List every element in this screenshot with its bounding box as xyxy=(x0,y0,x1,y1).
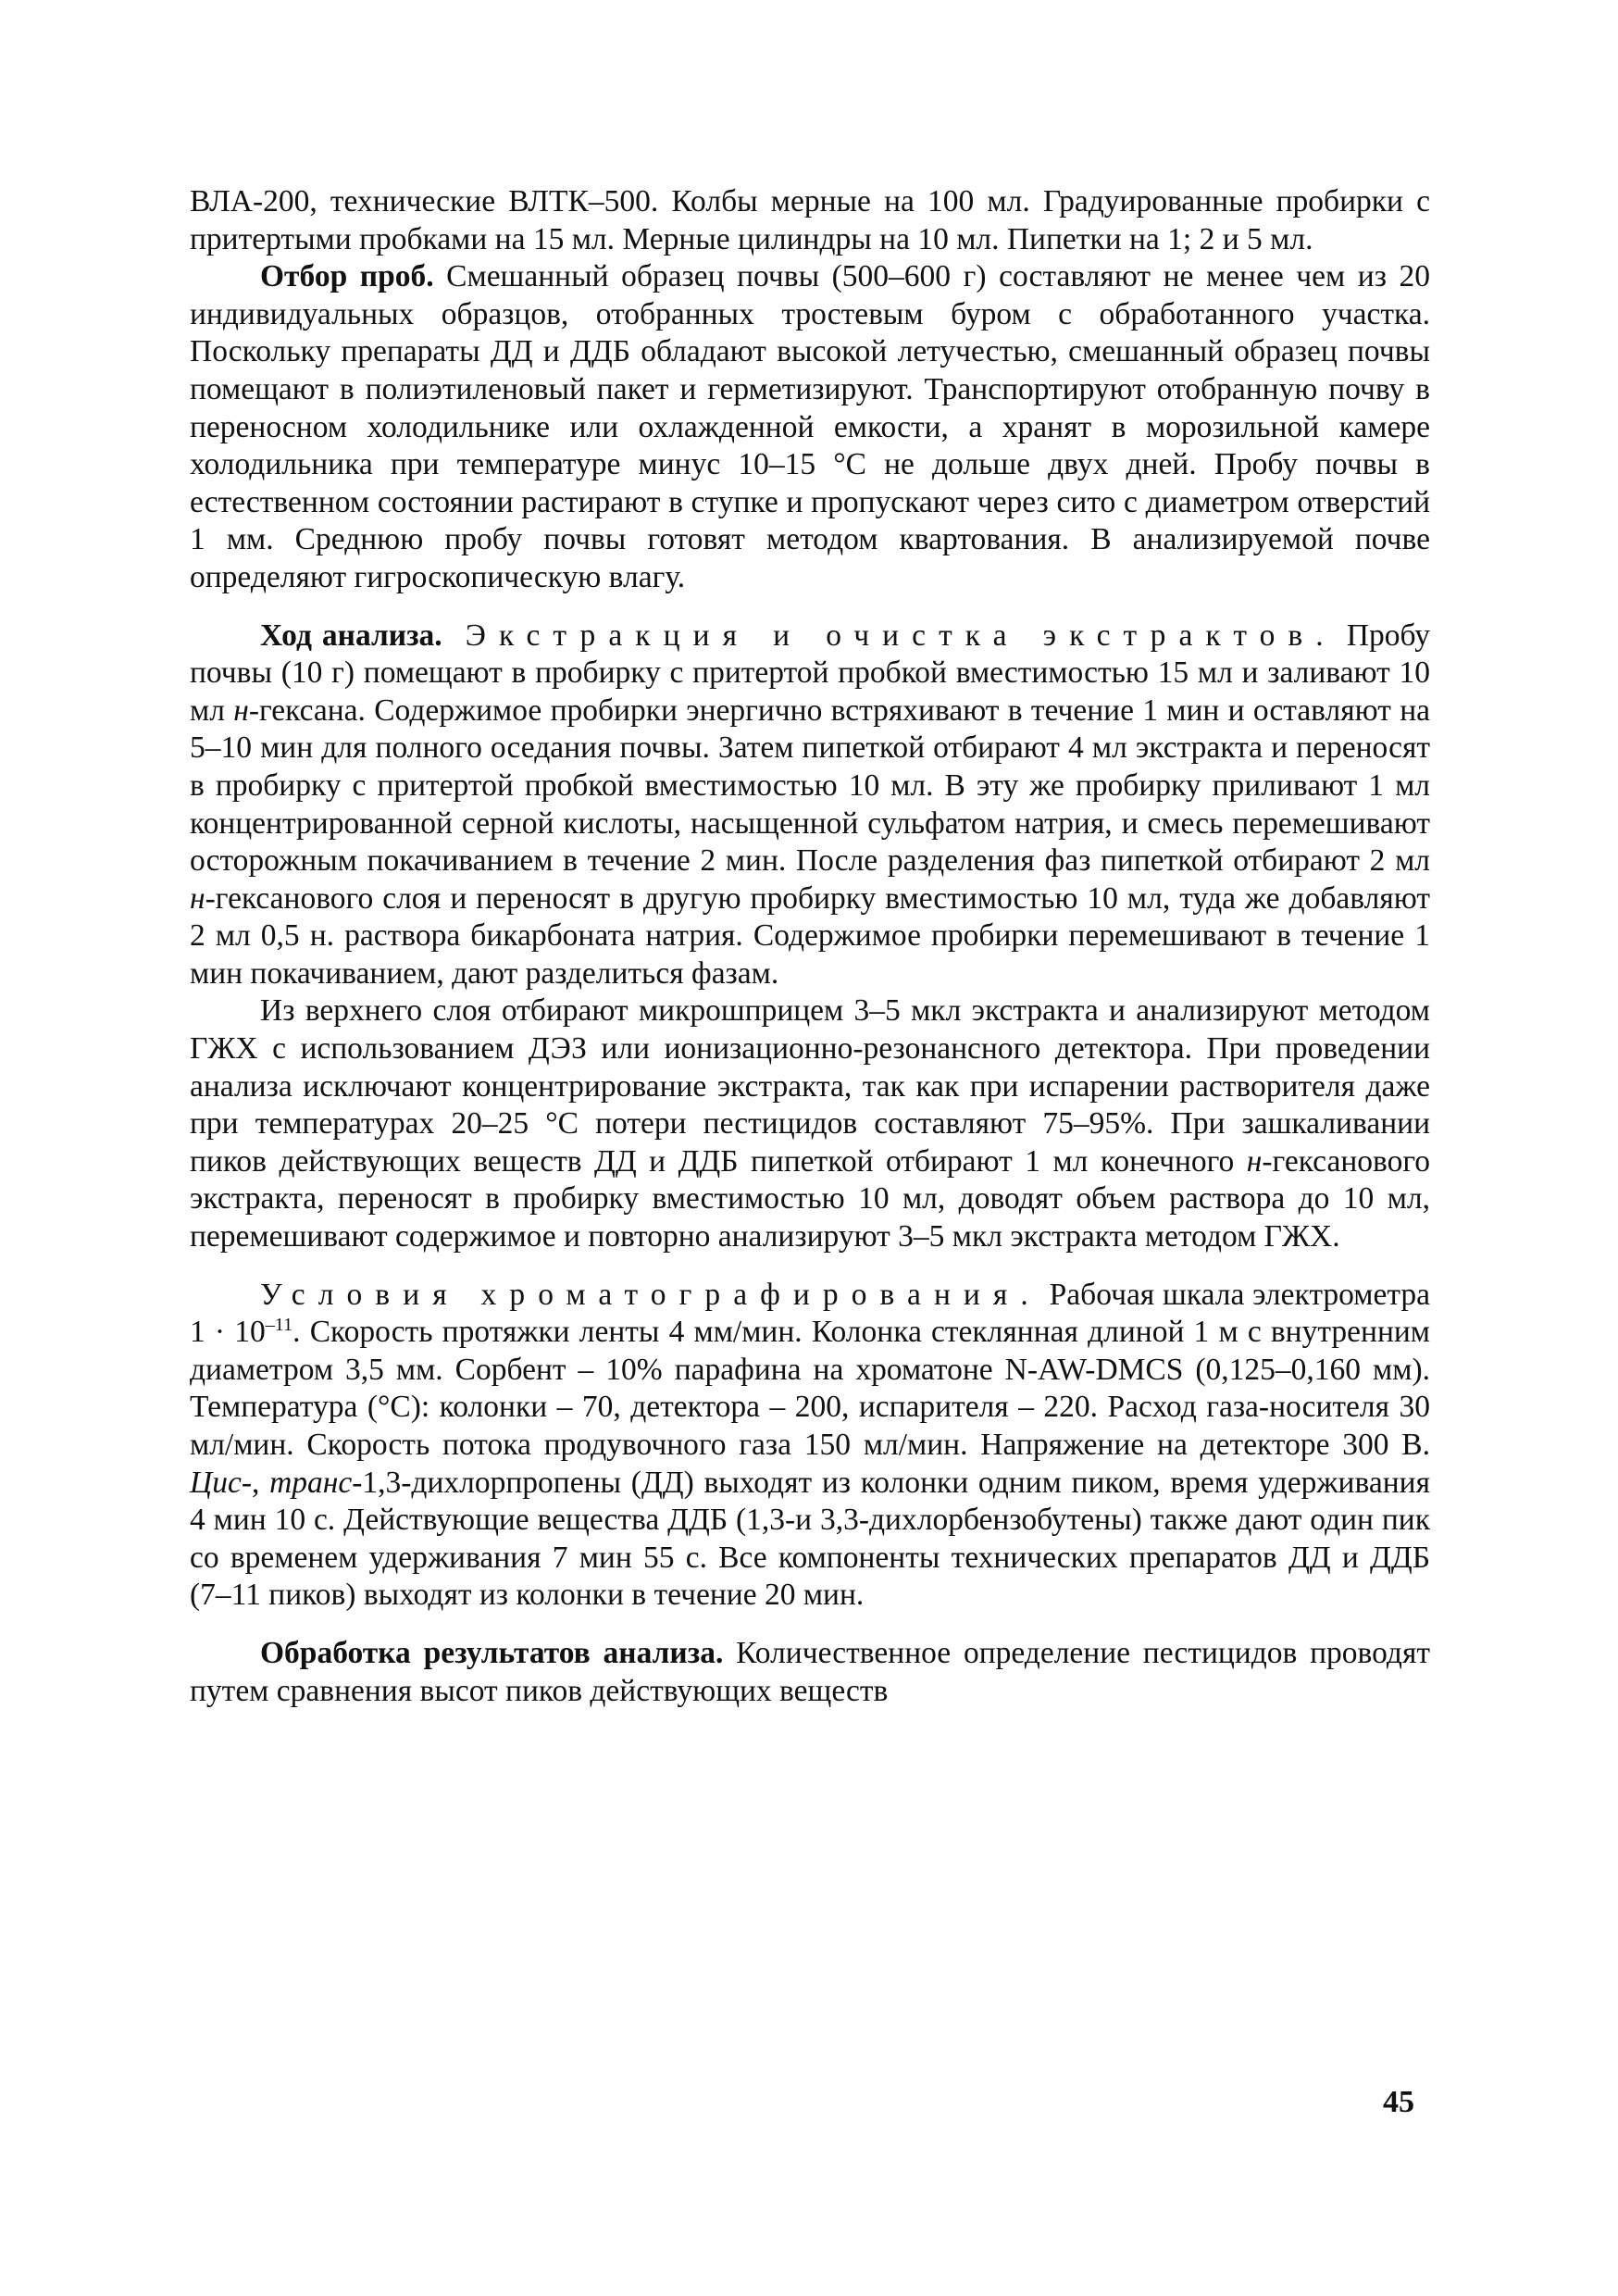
paragraph-sampling xyxy=(190,258,1430,596)
paragraph-text: Пробу почвы (10 г) помещают в пробирку с притертой пробкой вместимостью 15 мл и заливают 10 мл xyxy=(190,618,1430,728)
page-number: 45 xyxy=(1383,2085,1414,2119)
paragraph-text: -гексанового слоя и переносят в другую пробирку вместимостью 10 мл, туда же добавляют 2 мл 0,5 н. раствора бикарбоната натрия. Содержимое пробирки перемешивают в течение 1 мин покачиванием, дают разделиться фазам. xyxy=(190,880,1430,991)
italic-cis: Цис xyxy=(190,1465,242,1500)
paragraph-upper-layer xyxy=(190,992,1430,1255)
paragraph-text: -гексанового экстракта, переносят в пробирку вместимостью 10 мл, доводят объем раствора до 10 мл, перемешивают содержимое и повторно анализируют 3–5 мкл экстракта методом ГЖХ. xyxy=(190,1143,1430,1254)
italic-trans: транс xyxy=(269,1465,353,1500)
paragraph-text: Рабочая шкала электрометра 1 · 10 xyxy=(190,1277,1430,1350)
paragraph-text: -, xyxy=(241,1465,270,1500)
document-page xyxy=(190,183,1430,1710)
paragraph-text: Из верхнего слоя отбирают микрошприцем 3–5 мкл экстракта и анализируют методом ГЖХ с использованием ДЭЗ или ионизационно-резонансного детектора. При проведении анализа исключают концентрирование экстракта, так как при испарении растворителя даже при температурах 20–25 °С потери пестицидов составляют 75–95%. При зашкаливании пиков действующих веществ ДД и ДДБ пипеткой отбирают 1 мл конечного xyxy=(190,993,1430,1179)
section-heading-sampling: Отбор проб. xyxy=(260,259,434,294)
paragraph-text: Смешанный образец почвы (500–600 г) составляют не менее чем из 20 индивидуальных образцов, отобранных тростевым буром с обработанного участка. Поскольку препараты ДД и ДДБ обладают высокой летучестью, смешанный образец почвы помещают в полиэтиленовый пакет и герметизируют. Транспортируют отобранную почву в переносном холодильнике или охлажденной емкости, а хранят в морозильной камере холодильника при температуре минус 10–15 °С не дольше двух дней. Пробу почвы в естественном состоянии растирают в ступке и пропускают через сито с диаметром отверстий 1 мм. Среднюю пробу почвы готовят методом квартования. В анализируемой почве определяют гигроскопическую влагу. xyxy=(190,259,1430,594)
paragraph-chromatography xyxy=(190,1277,1430,1615)
section-heading-results: Обработка результатов анализа. xyxy=(260,1635,724,1670)
italic-n: н xyxy=(1246,1143,1263,1179)
subsection-heading-extraction: Экстракция и очистка экстрактов. xyxy=(442,618,1337,653)
paragraph-text: -гексана. Содержимое пробирки энергично встряхивают в течение 1 мин и оставляют на 5–10 мин для полного оседания почвы. Затем пипеткой отбирают 4 мл экстракта и переносят в пробирку с притертой пробкой вместимостью 10 мл. В эту же пробирку приливают 1 мл концентрированной серной кислоты, насыщенной сульфатом натрия, и смесь перемешивают осторожным покачиванием в течение 2 мин. После разделения фаз пипеткой отбирают 2 мл xyxy=(190,693,1430,879)
subsection-heading-chromatography: Условия хроматографирования. xyxy=(260,1277,1041,1312)
section-heading-analysis: Ход анализа. xyxy=(260,618,442,653)
paragraph-text: -1,3-дихлорпропены (ДД) выходят из колонки одним пиком, время удерживания 4 мин 10 с. Действующие вещества ДДБ (1,3-и 3,3-дихлорбензобутены) также дают один пик со временем удерживания 7 мин 55 с. Все компоненты технических препаратов ДД и ДДБ (7–11 пиков) выходят из колонки в течение 20 мин. xyxy=(190,1465,1430,1613)
paragraph-analysis xyxy=(190,618,1430,993)
paragraph-text: ВЛА-200, технические ВЛТК–500. Колбы мерные на 100 мл. Градуированные пробирки с притертыми пробками на 15 мл. Мерные цилиндры на 10 мл. Пипетки на 1; 2 и 5 мл. xyxy=(190,184,1430,256)
paragraph-text: Количественное определение пестицидов проводят путем сравнения высот пиков действующих веществ xyxy=(190,1635,1431,1708)
italic-n: н xyxy=(233,693,249,728)
paragraph-equipment xyxy=(190,183,1430,258)
paragraph-text: . Скорость протяжки ленты 4 мм/мин. Колонка стеклянная длиной 1 м с внутренним диаметром 3,5 мм. Сорбент – 10% парафина на хроматоне N-AW-DMCS (0,125–0,160 мм). Температура (°С): колонки – 70, детектора – 200, испарителя – 220. Расход газа-носителя 30 мл/мин. Скорость потока продувочного газа 150 мл/мин. Напряжение на детекторе 300 В. xyxy=(190,1315,1431,1462)
paragraph-results xyxy=(190,1635,1430,1710)
italic-n: н xyxy=(190,880,205,916)
superscript-exponent: –11 xyxy=(265,1315,293,1336)
